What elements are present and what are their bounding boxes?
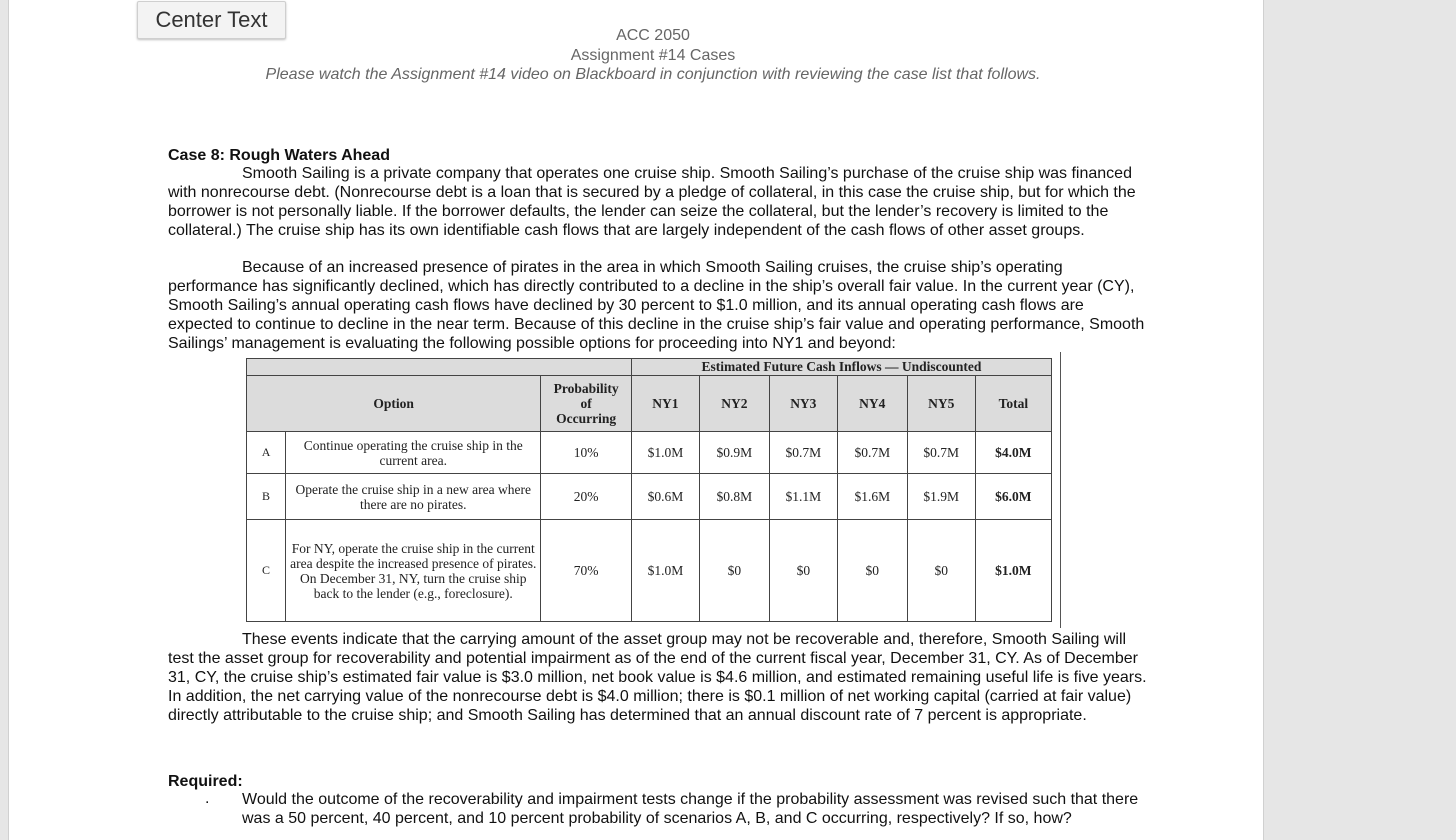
probability-header-line3: Occurring [556, 411, 617, 426]
row-ny3: $1.1M [769, 474, 837, 520]
row-probability: 70% [541, 520, 632, 622]
col-ny2-header: NY2 [699, 376, 769, 432]
case-paragraph-3: These events indicate that the carrying amount of the asset group may not be recoverable and, therefore, Smooth Sailing will test the asset group for recoverability and potential impairment as of the end of the current fiscal year, December 31, CY. As of December 31, CY, the cruise ship’s estimated fair value is $3.0 million, net book value is $4.6 million, and estimated remaining useful life is five years. In addition, the net carrying value of the nonrecourse debt is $4.0 million; there is $0.1 million of net working capital (carried at fair value) directly attributable to the cruise ship; and Smooth Sailing has determined that an annual discount rate of 7 percent is appropriate. [168, 631, 1147, 724]
col-probability-header [541, 376, 632, 432]
table-row [247, 432, 1052, 474]
row-ny2: $0.9M [699, 432, 769, 474]
center-text-button[interactable]: Center Text [137, 1, 286, 39]
required-bullet: . [205, 790, 210, 807]
row-option: For NY, operate the cruise ship in the current area despite the increased presence of pirates. On December 31, NY, turn the cruise ship back to the lender (e.g., foreclosure). [286, 520, 541, 622]
table-blank-header [247, 359, 632, 376]
table-row [247, 520, 1052, 622]
options-table [246, 358, 1052, 622]
row-ny3: $0 [769, 520, 837, 622]
row-ny2: $0 [699, 520, 769, 622]
case-title: Case 8: Rough Waters Ahead [168, 147, 390, 164]
col-ny3-header: NY3 [769, 376, 837, 432]
row-ny5: $0.7M [907, 432, 975, 474]
table-row [247, 474, 1052, 520]
row-ny4: $1.6M [837, 474, 907, 520]
required-title: Required: [168, 773, 243, 790]
probability-header-line1: Probability [553, 381, 619, 396]
probability-header-line2: of [580, 396, 592, 411]
row-total: $6.0M [975, 474, 1051, 520]
row-ny1: $0.6M [631, 474, 699, 520]
assignment-title: Assignment #14 Cases [570, 47, 736, 64]
row-probability: 10% [541, 432, 632, 474]
course-code: ACC 2050 [616, 27, 690, 44]
row-ny3: $0.7M [769, 432, 837, 474]
col-ny5-header: NY5 [907, 376, 975, 432]
case-paragraph-2: Because of an increased presence of pirates in the area in which Smooth Sailing cruises, the cruise ship’s operating performance has significantly declined, which has directly contributed to a decline in the ship’s overall fair value. In the current year (CY), Smooth Sailing’s annual operating cash flows have declined by 30 percent to $1.0 million, and its annual operating cash flows are expected to continue to decline in the near term. Because of this decline in the cruise ship’s fair value and operating performance, Smooth Sailings’ management is evaluating the following possible options for proceeding into NY1 and beyond: [168, 259, 1145, 352]
table-right-rule [1060, 352, 1061, 628]
row-total: $4.0M [975, 432, 1051, 474]
row-option: Continue operating the cruise ship in the current area. [286, 432, 541, 474]
row-ny2: $0.8M [699, 474, 769, 520]
row-ny1: $1.0M [631, 520, 699, 622]
assignment-instruction: Please watch the Assignment #14 video on Blackboard in conjunction with reviewing the case list that follows. [265, 66, 1041, 83]
row-letter: C [247, 520, 286, 622]
col-option-header: Option [247, 376, 541, 432]
row-option: Operate the cruise ship in a new area where there are no pirates. [286, 474, 541, 520]
row-letter: B [247, 474, 286, 520]
row-ny4: $0 [837, 520, 907, 622]
row-total: $1.0M [975, 520, 1051, 622]
row-ny5: $1.9M [907, 474, 975, 520]
row-ny5: $0 [907, 520, 975, 622]
group-header: Estimated Future Cash Inflows — Undiscounted [631, 359, 1051, 376]
col-total-header: Total [975, 376, 1051, 432]
col-ny4-header: NY4 [837, 376, 907, 432]
row-probability: 20% [541, 474, 632, 520]
required-question: Would the outcome of the recoverability and impairment tests change if the probability assessment was revised such that there was a 50 percent, 40 percent, and 10 percent probability of scenarios A, B, and C occurring, respectively? If so, how? [242, 791, 1139, 827]
row-ny4: $0.7M [837, 432, 907, 474]
col-ny1-header: NY1 [631, 376, 699, 432]
row-ny1: $1.0M [631, 432, 699, 474]
viewer-left-gutter [0, 0, 8, 840]
case-paragraph-1: Smooth Sailing is a private company that operates one cruise ship. Smooth Sailing’s purchase of the cruise ship was financed with nonrecourse debt. (Nonrecourse debt is a loan that is secured by a pledge of collateral, in this case the cruise ship, but for which the borrower is not personally liable. If the borrower defaults, the lender can seize the collateral, but the lender’s recovery is limited to the collateral.) The cruise ship has its own identifiable cash flows that are largely independent of the cash flows of other asset groups. [168, 165, 1136, 239]
row-letter: A [247, 432, 286, 474]
